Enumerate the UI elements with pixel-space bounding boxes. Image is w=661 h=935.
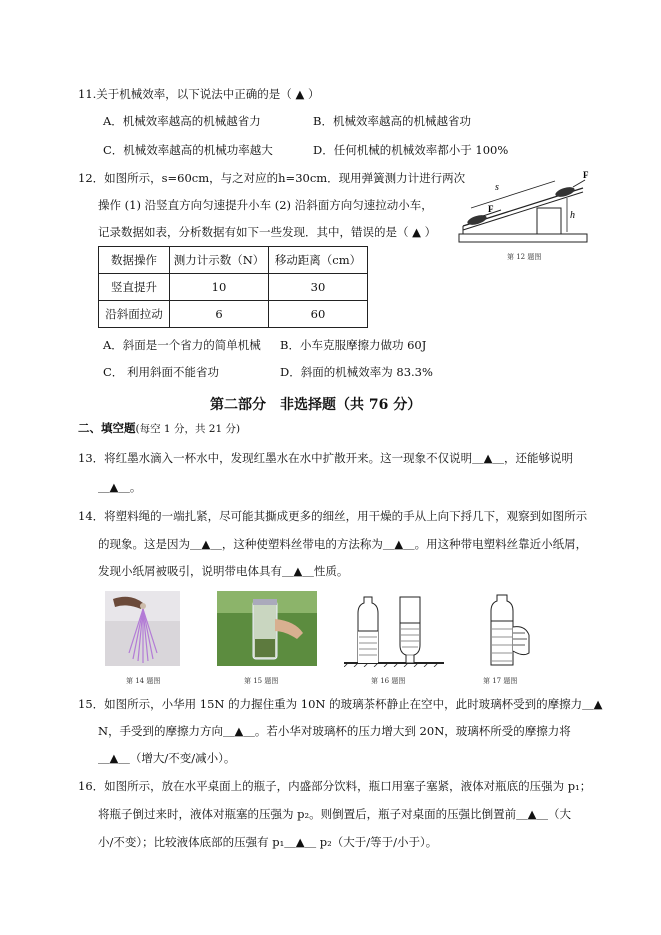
label-f-lower: F (488, 204, 494, 214)
table-cell: 30 (269, 274, 368, 301)
part2-heading: 第二部分 非选择题（共 76 分） (210, 397, 422, 413)
q11-option-a: A．机械效率越高的机械越省力 (103, 114, 261, 128)
q15-figure-caption: 第 15 题图 (244, 677, 279, 685)
q15-line1: 15．如图所示，小华用 15N 的力握住重为 10N 的玻璃茶杯静止在空中，此时玻璃杯受到的摩擦力＿▲ (78, 697, 603, 711)
table-cell: 竖直提升 (99, 274, 170, 301)
table-header-cell: 移动距离（cm） (269, 247, 368, 274)
q17-bottle-hand-figure (475, 591, 535, 667)
q16-bottle-figure (344, 593, 444, 667)
table-row (99, 274, 368, 301)
table-header-cell: 测力计示数（N） (170, 247, 269, 274)
q16-figure-caption: 第 16 题图 (371, 677, 406, 685)
section-title: 二、填空题 (78, 421, 136, 435)
table-row (99, 301, 368, 328)
q11-stem: 11.关于机械效率，以下说法中正确的是（ ▲ ） (78, 87, 320, 101)
section-note: (每空 1 分，共 21 分) (135, 423, 241, 435)
q12-option-c: C． 利用斜面不能省功 (103, 365, 219, 379)
q12-line1: 12．如图所示，s=60cm，与之对应的h=30cm．现用弹簧测力计进行两次 (78, 171, 466, 185)
q14-line1: 14．将塑料绳的一端扎紧，尽可能其撕成更多的细丝，用干燥的手从上向下捋几下，观察到如图所示 (78, 509, 588, 523)
q16-line2: 将瓶子倒过来时，液体对瓶塞的压强为 p₂。则倒置后，瓶子对桌面的压强比倒置前＿▲＿（大 (98, 807, 571, 821)
q16-line1: 16．如图所示，放在水平桌面上的瓶子，内盛部分饮料，瓶口用塞子塞紧，液体对瓶底的压强为 p₁； (78, 779, 592, 793)
q12-option-a: A．斜面是一个省力的简单机械 (103, 338, 261, 352)
table-header-cell: 数据操作 (99, 247, 170, 274)
q16-line3: 小/不变）；比较液体底部的压强有 p₁＿▲＿ p₂（大于/等于/小于）。 (98, 835, 438, 849)
q17-figure-caption: 第 17 题图 (483, 677, 518, 685)
q12-option-b: B．小车克服摩擦力做功 60J (280, 338, 427, 352)
q13-line2: ＿▲＿。 (98, 480, 142, 494)
section-heading (78, 420, 240, 436)
q14-line3: 发现小纸屑被吸引，说明带电体具有＿▲＿性质。 (98, 564, 349, 578)
q11-option-d: D．任何机械的机械效率都小于 100% (313, 143, 509, 157)
table-cell: 沿斜面拉动 (99, 301, 170, 328)
label-s: s (495, 182, 499, 193)
q11-option-c: C．机械效率越高的机械功率越大 (103, 143, 273, 157)
q12-incline-figure (455, 168, 595, 263)
label-f-upper: F (583, 170, 589, 180)
q12-line2: 操作 (1) 沿竖直方向匀速提升小车 (2) 沿斜面方向匀速拉动小车， (98, 198, 433, 212)
label-h: h (570, 210, 575, 221)
q14-figure-caption: 第 14 题图 (126, 677, 161, 685)
q12-data-table (98, 246, 368, 328)
table-cell: 60 (269, 301, 368, 328)
table-cell: 6 (170, 301, 269, 328)
table-header-row (99, 247, 368, 274)
q14-photo-plastic-strings (105, 591, 180, 666)
q12-figure-caption: 第 12 题图 (507, 253, 542, 261)
table-cell: 10 (170, 274, 269, 301)
q13-line1: 13．将红墨水滴入一杯水中，发现红墨水在水中扩散开来。这一现象不仅说明＿▲＿，还能够说明 (78, 451, 573, 465)
q14-line2: 的现象。这是因为＿▲＿，这种使塑料丝带电的方法称为＿▲＿。用这种带电塑料丝靠近小纸屑， (98, 537, 588, 551)
q15-line3: ＿▲＿（增大/不变/减小）。 (98, 751, 236, 765)
q15-photo-glass-cup (217, 591, 317, 666)
q12-option-d: D．斜面的机械效率为 83.3% (280, 365, 433, 379)
q15-line2: N，手受到的摩擦力方向＿▲＿。若小华对玻璃杯的压力增大到 20N，玻璃杯所受的摩擦力将 (98, 724, 571, 738)
q11-option-b: B．机械效率越高的机械越省功 (313, 114, 471, 128)
q12-line3: 记录数据如表，分析数据有如下一些发现．其中，错误的是（ ▲ ） (98, 225, 437, 239)
